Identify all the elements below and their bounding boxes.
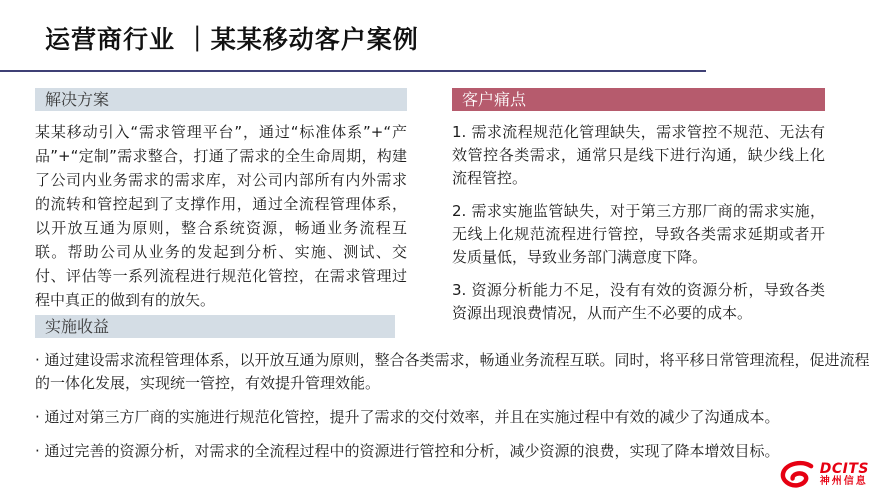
solution-section xyxy=(35,88,407,312)
title-divider-line xyxy=(0,70,706,72)
company-logo xyxy=(779,460,869,490)
pain-point-item: 3. 资源分析能力不足，没有有效的资源分析，导致各类资源出现浪费情况，从而产生不必要的成本。 xyxy=(452,281,825,322)
logo-text-block xyxy=(820,462,869,487)
pain-point-item: 2. 需求实施监管缺失，对于第三方那厂商的需求实施，无线上化规范流程进行管控，导致各类需求延期或者开发质量低，导致业务部门满意度下降。 xyxy=(452,202,825,266)
benefits-section xyxy=(35,315,873,463)
pain-points-heading: 客户痛点 xyxy=(452,88,825,111)
benefits-heading: 实施收益 xyxy=(35,315,395,338)
pain-points-section xyxy=(452,88,825,325)
benefit-item: · 通过建设需求流程管理体系，以开放互通为原则，整合各类需求，畅通业务流程互联。同时，将平移日常管理流程，促进流程的一体化发展，实现统一管控，有效提升管理效能。 xyxy=(35,351,870,392)
dcits-swoosh-icon xyxy=(779,460,815,490)
logo-subtitle: 神州信息 xyxy=(819,476,868,488)
solution-body-text: 某某移动引入“需求管理平台”，通过“标准体系”+“产品”+“定制”需求整合，打通了需求的全生命周期，构建了公司内业务需求的需求库，对公司内部所有内外需求的流转和管控起到了支撑作用，通过全流程管理体系，以开放互通为原则，整合系统资源，畅通业务流程互联。帮助公司从业务的发起到分析、实施、测试、交付、评估等一系列流程进行规范化管控，在需求管理过程中真正的做到有的放矢。 xyxy=(35,123,407,309)
solution-heading: 解决方案 xyxy=(35,88,407,111)
benefit-item: · 通过对第三方厂商的实施进行规范化管控，提升了需求的交付效率，并且在实施过程中有效的减少了沟通成本。 xyxy=(35,408,780,426)
page-title: 运营商行业 ｜某某移动客户案例 xyxy=(45,25,419,54)
benefit-item: · 通过完善的资源分析，对需求的全流程过程中的资源进行管控和分析，减少资源的浪费，实现了降本增效目标。 xyxy=(35,442,780,460)
logo-name: DCITS xyxy=(819,461,869,478)
pain-point-item: 1. 需求流程规范化管理缺失，需求管控不规范、无法有效管控各类需求，通常只是线下进行沟通，缺少线上化流程管控。 xyxy=(452,123,825,187)
